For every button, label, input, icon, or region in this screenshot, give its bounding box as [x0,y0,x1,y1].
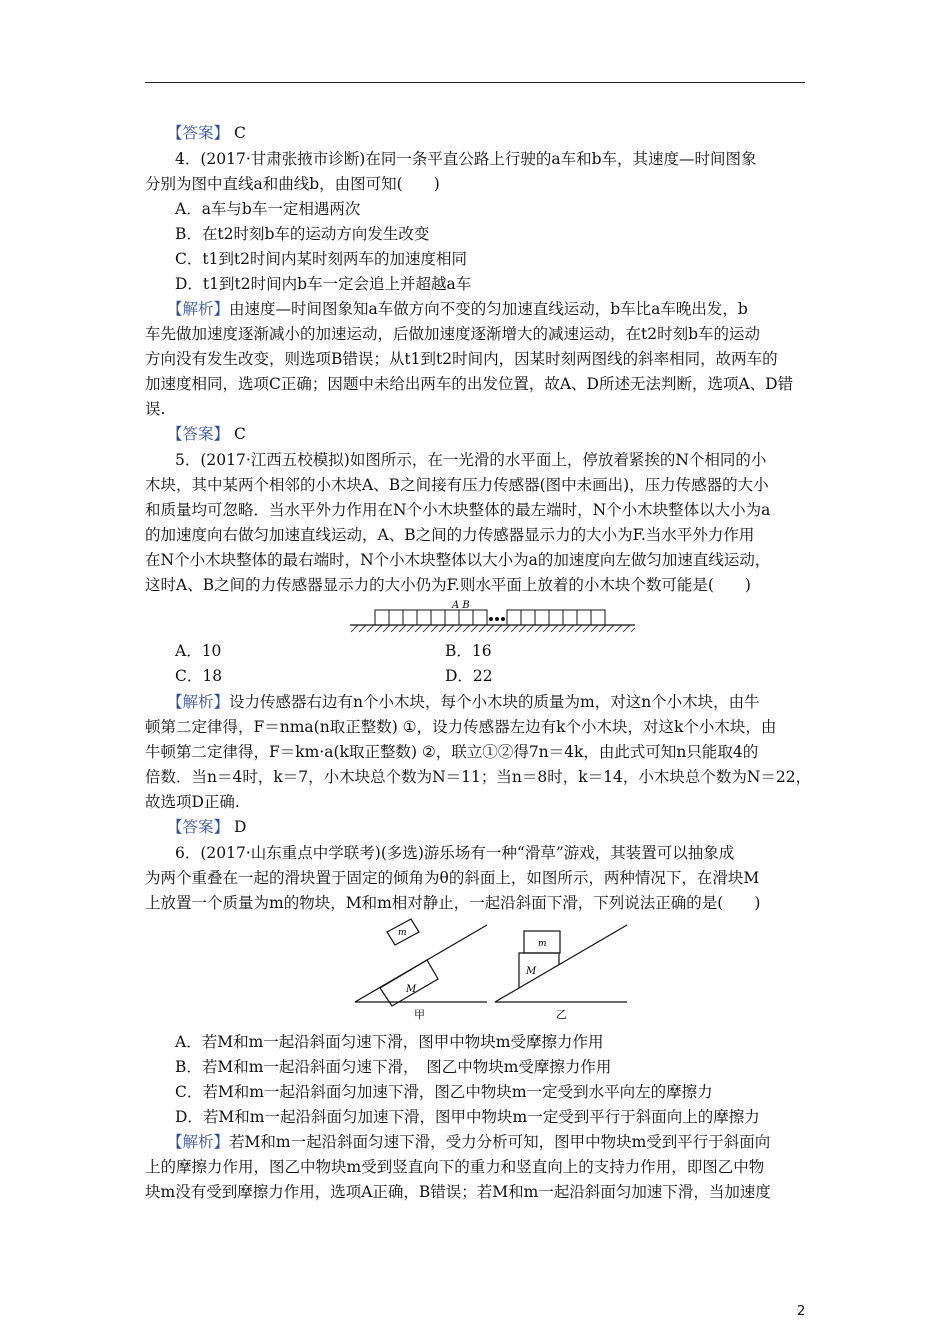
question-5-stem-2: 木块，其中某两个相邻的小木块A、B之间接有压力传感器(图中未画出)，压力传感器的大小 [145,476,769,494]
question-4-stem-1: 4．(2017·甘肃张掖市诊断)在同一条平直公路上行驶的a车和b车，其速度—时间图象 [175,150,757,168]
analysis-text: 若M和m一起沿斜面匀速下滑，受力分析可知，图甲中物块m受到平行于斜面向 [229,1133,771,1151]
incline-figure [350,915,635,1021]
answer-value: C [233,124,246,142]
question-6-stem-3: 上放置一个质量为m的物块，M和m相对静止，一起沿斜面下滑，下列说法正确的是( ) [145,894,761,912]
analysis-line-4: 倍数．当n＝4时，k＝7，小木块总个数为N＝11；当n＝8时，k＝14，小木块总个数为N＝22， [145,768,812,786]
analysis-line-5: 故选项D正确. [145,793,240,811]
incline-jia [355,919,487,1006]
answer-tag: 【答案】 [167,124,230,142]
analysis-text: 由速度—时间图象知a车做方向不变的匀加速直线运动，b车比a车晚出发，b [229,300,748,318]
caption-jia: 甲 [414,1008,425,1021]
question-5-stem-3: 和质量均可忽略．当水平外力作用在N个小木块整体的最左端时，N个小木块整体以大小为a [145,501,771,519]
option-c: C．若M和m一起沿斜面匀加速下滑，图乙中物块m一定受到水平向左的摩擦力 [175,1083,713,1101]
option-a: A．若M和m一起沿斜面匀速下滑，图甲中物块m受摩擦力作用 [175,1033,604,1051]
page-number: 2 [797,1304,806,1319]
option-d: D．22 [445,667,493,685]
answer-tag: 【答案】 [167,818,230,836]
question-5-stem-1: 5．(2017·江西五校模拟)如图所示，在一光滑的水平面上，停放着紧挨的N个相同的小 [175,451,767,469]
analysis-tag: 【解析】 [167,693,230,711]
ellipsis-dots [489,617,505,621]
option-d: D．若M和m一起沿斜面匀加速下滑，图甲中物块m一定受到平行于斜面向上的摩擦力 [175,1108,760,1126]
option-a: A．10 [175,642,222,660]
analysis-line-1 [145,297,805,321]
answer-value: C [233,425,246,443]
label-big-m-yi: M [526,966,537,977]
option-b: B．在t2时刻b车的运动方向发生改变 [175,225,430,243]
label-big-m-jia: M [406,984,417,995]
option-a: A．a车与b车一定相遇两次 [175,200,361,218]
answer-value: D [233,818,247,836]
ground-hatch [351,625,635,632]
analysis-line-4: 加速度相同，选项C正确；因题中未给出两车的出发位置，故A、D所述无法判断，选项A、D错 [145,375,794,393]
incline-yi [495,925,627,1002]
question-5-stem-5: 在N个小木块整体的最右端时，N个小木块整体以大小为a的加速度向左做匀加速直线运动， [145,551,771,569]
question-4-stem-2: 分别为图中直线a和曲线b，由图可知( ) [145,175,440,193]
label-small-m-jia: m [398,928,407,938]
analysis-line-2: 顿第二定律得，F＝nma(n取正整数) ①，设力传感器左边有k个小木块，对这k个小木块，由 [145,718,777,736]
analysis-line-3: 方向没有发生改变，则选项B错误；从t1到t2时间内，因某时刻两图线的斜率相同，故两车的 [145,350,778,368]
answer-tag: 【答案】 [167,425,230,443]
option-c: C．t1到t2时间内某时刻两车的加速度相同 [175,250,468,268]
question-6-stem-1: 6．(2017·山东重点中学联考)(多选)游乐场有一种“滑草”游戏，其装置可以抽象成 [175,844,735,862]
answer-line [145,422,805,446]
caption-yi: 乙 [556,1008,567,1021]
analysis-text: 设力传感器右边有n个小木块，每个小木块的质量为m，对这n个小木块，由牛 [229,693,760,711]
figure-label-ab: A B [452,600,470,611]
analysis-line-5: 误. [145,400,166,418]
blocks-figure [345,597,640,637]
analysis-line-3: 牛顿第二定律得，F＝km·a(k取正整数) ②，联立①②得7n＝4k，由此式可知n只能取4的 [145,743,759,761]
answer-line [145,121,805,145]
option-c: C．18 [175,667,223,685]
option-d: D．t1到t2时间内b车一定会追上并超越a车 [175,275,472,293]
question-5-stem-6: 这时A、B之间的力传感器显示力的大小仍为F.则水平面上放着的小木块个数可能是( ) [145,576,751,594]
question-5-stem-4: 的加速度向右做匀加速直线运动，A、B之间的力传感器显示力的大小为F.当水平外力作用 [145,526,755,544]
analysis-line-3: 块m没有受到摩擦力作用，选项A正确，B错误；若M和m一起沿斜面匀加速下滑，当加速度 [145,1183,771,1201]
header-rule [145,82,805,83]
analysis-tag: 【解析】 [167,1133,230,1151]
analysis-line-2: 上的摩擦力作用，图乙中物块m受到竖直向下的重力和竖直向上的支持力作用，即图乙中物 [145,1158,765,1176]
question-6-stem-2: 为两个重叠在一起的滑块置于固定的倾角为θ的斜面上，如图所示，两种情况下，在滑块M [145,869,760,887]
analysis-line-1 [145,690,805,714]
option-b: B．若M和m一起沿斜面匀速下滑， 图乙中物块m受摩擦力作用 [175,1058,612,1076]
answer-line [145,815,805,839]
analysis-line-2: 车先做加速度逐渐减小的加速运动，后做加速度逐渐增大的减速运动，在t2时刻b车的运动 [145,325,761,343]
option-b: B．16 [445,642,492,660]
label-small-m-yi: m [538,939,547,949]
analysis-line-1 [145,1130,805,1154]
analysis-tag: 【解析】 [167,300,230,318]
